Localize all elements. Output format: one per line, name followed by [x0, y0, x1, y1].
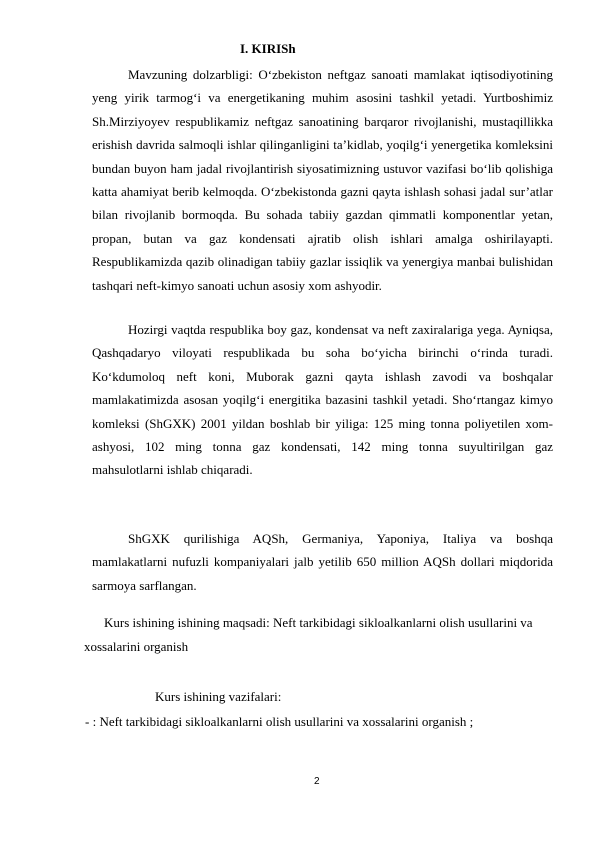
- task-item: - : Neft tarkibidagi sikloalkanlarni olish usullarini va xossalarini organish ;: [85, 714, 474, 729]
- page-number: 2: [314, 776, 320, 787]
- section-heading: I. KIRISh: [240, 41, 296, 56]
- paragraph-reserves: Hozirgi vaqtda respublika boy gaz, kondensat va neft zaxiralariga yega. Ayniqsa, Qashqadaryo viloyati respublikada bu soha bo‘yicha birinchi o‘rinda turadi. Ko‘kdumoloq neft koni, Muborak gazni qayta ishlash zavodi va boshqalar mamlakatimizda asosan yoqilg‘i energitika bazasini tashkil yetadi. Sho‘rtangaz kimyo komleksi (ShGXK) 2001 yildan boshlab bir yiliga: 125 ming tonna poliyetilen xom-ashyosi, 102 ming tonna gaz kondensati, 142 ming tonna suyultirilgan gaz mahsulotlarni ishlab chiqaradi.: [92, 322, 553, 478]
- course-goal: Kurs ishining ishining maqsadi: Neft tarkibidagi sikloalkanlarni olish usullarini va xossalarini organish: [84, 615, 533, 654]
- paragraph-investment: ShGXK qurilishiga AQSh, Germaniya, Yaponiya, Italiya va boshqa mamlakatlarni nufuzli kompaniyalari jalb yetilib 650 million AQSh dollari miqdorida sarmoya sarflangan.: [92, 531, 553, 593]
- paragraph-relevance: Mavzuning dolzarbligi: O‘zbekiston neftgaz sanoati mamlakat iqtisodiyotining yeng yirik tarmog‘i va energetikaning muhim asosini tashkil yetadi. Yurtboshimiz Sh.Mirziyoyev respublikamiz neftgaz sanoatining barqaror rivojlanishi, mustaqillikka erishish davrida salmoqli ishlar qilinganligini ta’kidlab, yoqilg‘i yenergetika komleksini bundan buyon ham jadal rivojlantirish siyosatimizning ustuvor vazifasi bo‘lib qolishiga katta ahamiyat berib kelmoqda. O‘zbekistonda gazni qayta ishlash sohasi jadal sur’atlar bilan rivojlanib bormoqda. Bu sohada tabiiy gazdan qimmatli komponentlar yetan, propan, butan va gaz kondensati ajratib olish ishlari amalga oshirilayapti. Respublikamizda qazib olinadigan tabiiy gazlar issiqlik va yenergiya manbai bulishidan tashqari neft-kimyo sanoati uchun asosiy xom ashyodir.: [92, 67, 553, 293]
- tasks-title: Kurs ishining vazifalari:: [155, 689, 282, 704]
